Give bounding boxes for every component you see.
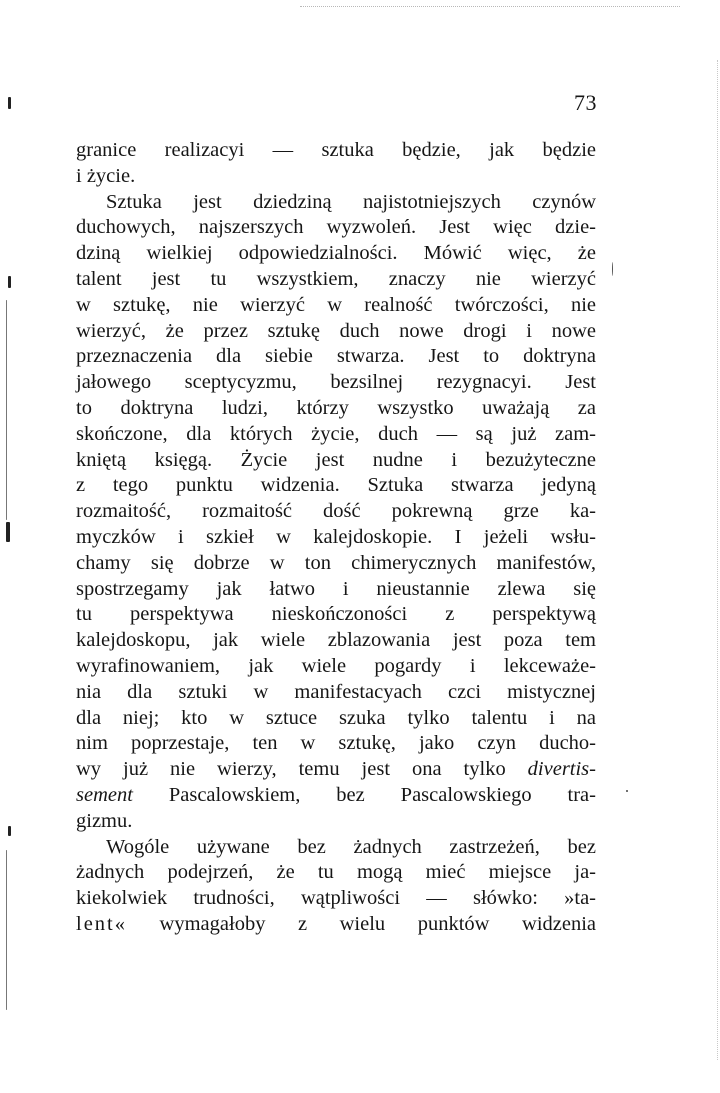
text-line: lent« wymagałoby z wielu punktów widzenia — [76, 912, 597, 935]
top-scan-rule — [300, 6, 680, 7]
text-line: kiekolwiek trudności, wątpliwości — słówko: »ta- — [76, 887, 596, 910]
text-line: granice realizacyi — sztuka będzie, jak będzie — [76, 139, 596, 161]
text-line: wyrafinowaniem, jak wiele pogardy i lekceważe- — [76, 654, 596, 677]
text-line: talent jest tu wszystkiem, znaczy nie wierzyć — [76, 267, 596, 290]
text-line: kalejdoskopu, jak wiele zblazowania jest poza tem — [76, 629, 596, 652]
margin-mark — [8, 97, 11, 109]
text-line: z tego punktu widzenia. Sztuka stwarza jedyną — [76, 474, 596, 497]
text-line: przeznaczenia dla siebie stwarza. Jest to doktryna — [76, 345, 596, 368]
text-line: duchowych, najszerszych wyzwoleń. Jest więc dzie- — [76, 216, 596, 239]
text-line: myczków i szkieł w kalejdoskopie. I jeżeli wsłu- — [76, 525, 596, 548]
text-line: tu perspektywa nieskończoności z perspektywą — [76, 603, 596, 626]
margin-mark — [8, 826, 11, 836]
right-page-edge — [717, 60, 718, 1060]
text-line: gizmu. — [76, 809, 133, 832]
text-line: w sztukę, nie wierzyć w realność twórczości, nie — [76, 293, 596, 316]
margin-mark — [8, 276, 11, 288]
margin-mark — [6, 300, 7, 520]
text-line: żadnych podejrzeń, że tu mogą mieć miejsce ja- — [76, 861, 596, 884]
page-number: 73 — [574, 90, 597, 115]
margin-mark — [6, 522, 10, 542]
margin-dot — [612, 262, 613, 276]
text-line: wierzyć, że przez sztukę duch nowe drogi i nowe — [76, 319, 596, 342]
text-line: i życie. — [76, 164, 136, 187]
text-line: rozmaitość, rozmaitość dość pokrewną grze ka- — [76, 500, 596, 523]
body-text — [76, 138, 596, 938]
text-line: to doktryna ludzi, którzy wszystko uważają za — [76, 396, 596, 419]
text-line: jałowego sceptycyzmu, bezsilnej rezygnacyi. Jest — [76, 371, 596, 394]
text-line: kniętą księgą. Życie jest nudne i bezużyteczne — [76, 448, 596, 471]
text-line: nia dla sztuki w manifestacyach czci mistycznej — [76, 680, 596, 703]
text-line: sement Pascalowskiem, bez Pascalowskiego tra- — [76, 783, 596, 806]
text-line: chamy się dobrze w ton chimerycznych manifestów, — [76, 551, 596, 574]
italic-term: sement — [76, 783, 133, 806]
margin-dot — [626, 790, 628, 792]
paragraph-start-line: Wogóle używane bez żadnych zastrzeżeń, bez — [106, 835, 596, 858]
text-line: dla niej; kto w sztuce szuka tylko talentu i na — [76, 706, 596, 729]
paragraph-start-line: Sztuka jest dziedziną najistotniejszych czynów — [106, 190, 596, 213]
margin-mark — [6, 850, 7, 1010]
text-line: wy już nie wierzy, temu jest ona tylko divertis- — [76, 758, 596, 781]
text-line: skończone, dla których życie, duch — są już zam- — [76, 422, 596, 445]
text-line: nim poprzestaje, ten w sztukę, jako czyn ducho- — [76, 732, 596, 755]
spaced-term: lent« — [76, 912, 127, 935]
italic-term: divertis- — [527, 758, 596, 781]
text-line: dziną wielkiej odpowiedzialności. Mówić więc, że — [76, 242, 596, 265]
text-line: spostrzegamy jak łatwo i nieustannie zlewa się — [76, 577, 596, 600]
